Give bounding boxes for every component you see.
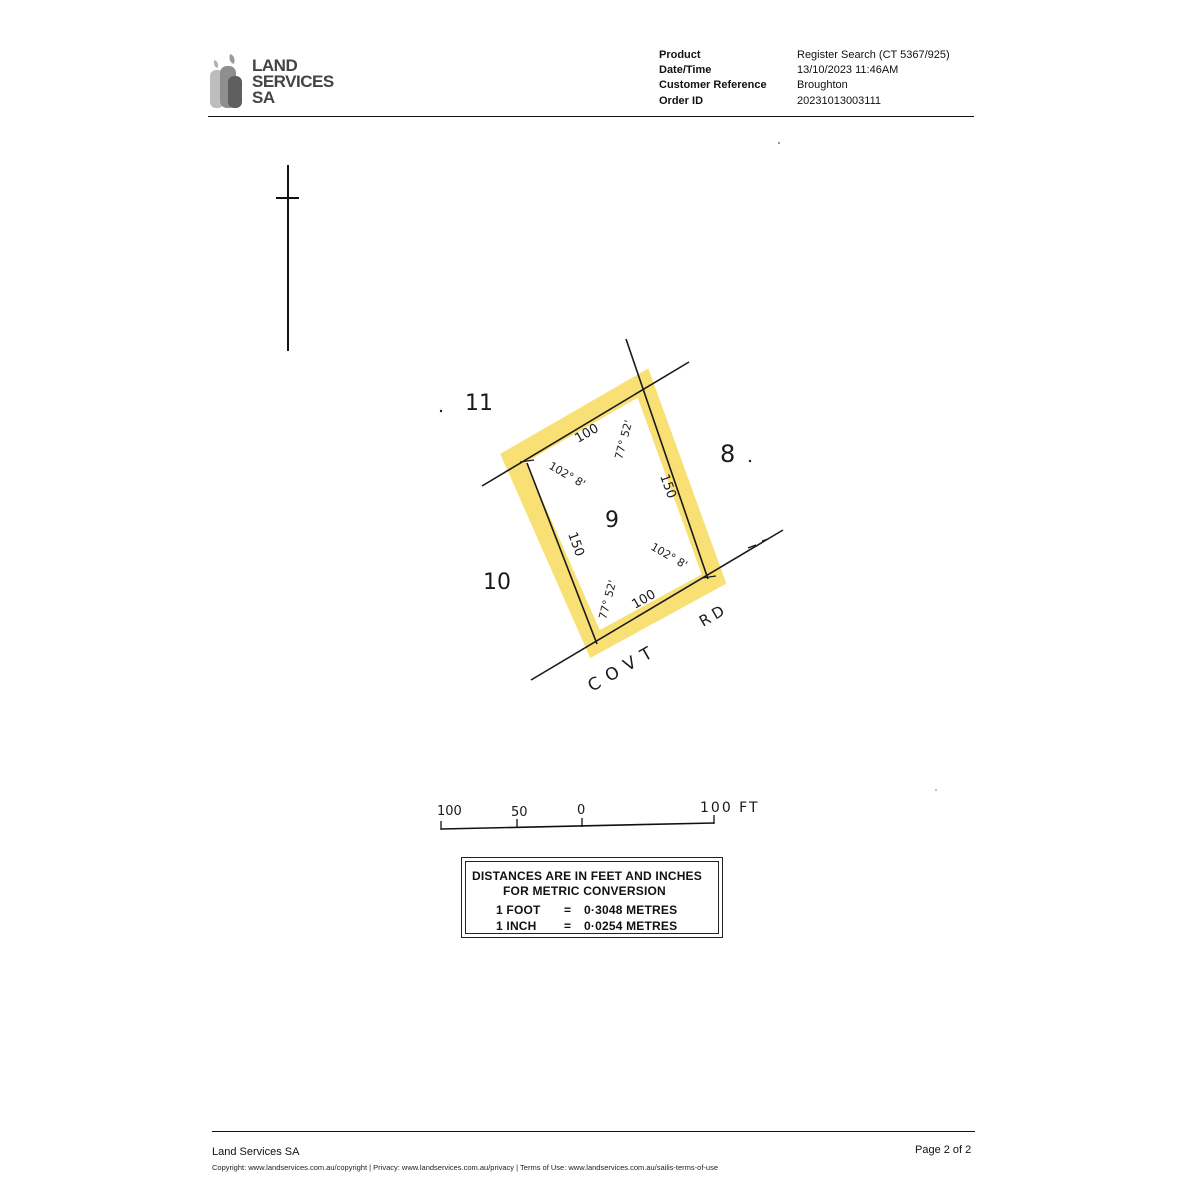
footer-copyright-links: Copyright: www.landservices.com.au/copyright | Privacy: www.landservices.com.au/privacy | Terms of Use: www.landservices.com.au/sailis-terms-of-use	[212, 1163, 719, 1172]
logo-wordmark: LAND SERVICES SA	[252, 56, 334, 107]
order-id-value: 20231013003111	[797, 94, 882, 107]
product-label: Product	[659, 49, 701, 61]
datetime-value: 13/10/2023 11:46AM	[797, 64, 899, 77]
datetime-label: Date/Time	[659, 64, 712, 77]
footer-divider	[212, 1131, 975, 1132]
customer-reference-label: Customer Reference	[659, 79, 767, 92]
south-side-length: 100	[629, 587, 659, 613]
conversion-heading-line2: FOR METRIC CONVERSION	[503, 884, 666, 898]
footer-organisation: Land Services SA	[212, 1146, 300, 1158]
customer-reference-value: Broughton	[797, 79, 848, 92]
conversion-foot-unit: 1 FOOT	[496, 903, 541, 917]
conversion-heading-line1: DISTANCES ARE IN FEET AND INCHES	[472, 869, 702, 883]
metric-conversion-box	[461, 857, 723, 938]
north-side-length: 100	[572, 421, 602, 447]
lot-number-east: 8	[720, 440, 736, 468]
road-name: COVT	[584, 639, 663, 697]
scale-bar	[437, 800, 760, 830]
lot-number-north-west: 11	[465, 391, 493, 416]
conversion-foot-equals: =	[564, 903, 572, 917]
angle-sw: 77° 52'	[596, 578, 620, 621]
conversion-inch-value: 0·0254 METRES	[584, 919, 678, 933]
conversion-foot-value: 0·3048 METRES	[584, 903, 678, 917]
scale-label-100-left: 100	[437, 804, 462, 819]
scale-label-100-ft: 100 FT	[700, 800, 760, 816]
lot-number-main: 9	[605, 508, 619, 533]
angle-nw: 102° 8'	[546, 459, 588, 491]
west-side-length: 150	[564, 530, 587, 559]
angle-se: 102° 8'	[648, 540, 690, 572]
lot-number-west: 10	[483, 570, 511, 595]
scale-label-0: 0	[577, 803, 586, 818]
east-side-length: 150	[656, 472, 679, 501]
road-suffix: RD	[696, 599, 731, 631]
conversion-inch-equals: =	[564, 919, 572, 933]
angle-ne: 77° 52'	[612, 418, 636, 461]
scale-label-50: 50	[511, 805, 528, 820]
north-arrow-icon	[276, 165, 299, 351]
conversion-inch-unit: 1 INCH	[496, 919, 537, 933]
product-value: Register Search (CT 5367/925)	[797, 49, 950, 61]
page-number: Page 2 of 2	[915, 1144, 972, 1156]
order-id-label: Order ID	[659, 94, 704, 107]
